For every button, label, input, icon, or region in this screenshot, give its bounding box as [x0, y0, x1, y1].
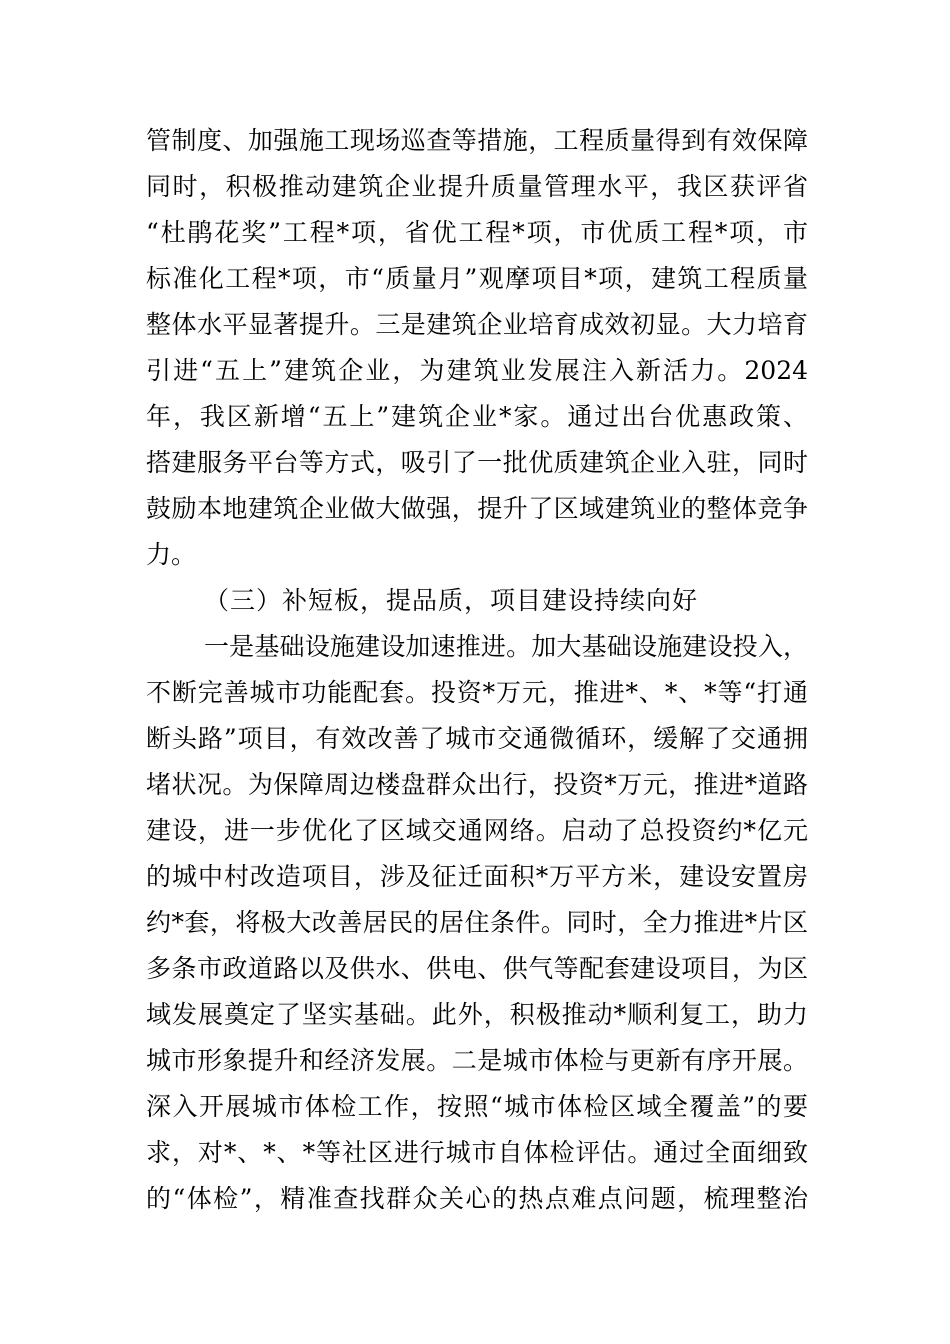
text-line: 鼓励本地建筑企业做大做强，提升了区域建筑业的整体竞争	[146, 494, 808, 523]
text-line: 引进“五上”建筑企业，为建筑业发展注入新活力。2024	[146, 356, 808, 385]
text-line: 同时，积极推动建筑企业提升质量管理水平，我区获评省	[146, 172, 808, 201]
section-heading: （三）补短板，提品质，项目建设持续向好	[204, 586, 699, 615]
text-line: 不断完善城市功能配套。投资*万元，推进*、*、*等“打通	[146, 678, 808, 707]
text-line: 整体水平显著提升。三是建筑企业培育成效初显。大力培育	[146, 310, 808, 339]
text-line: 标准化工程*项，市“质量月”观摩项目*项，建筑工程质量	[146, 264, 808, 293]
text-line: 约*套，将极大改善居民的居住条件。同时，全力推进*片区	[146, 908, 808, 937]
text-line: 年，我区新增“五上”建筑企业*家。通过出台优惠政策、	[146, 402, 808, 431]
text-line: 城市形象提升和经济发展。二是城市体检与更新有序开展。	[146, 1046, 808, 1075]
text-line: 堵状况。为保障周边楼盘群众出行，投资*万元，推进*道路	[146, 770, 808, 799]
text-line: 深入开展城市体检工作，按照“城市体检区域全覆盖”的要	[146, 1092, 808, 1121]
text-line: 一是基础设施建设加速推进。加大基础设施建设投入，	[204, 632, 808, 661]
document-body	[146, 118, 808, 1222]
text-line: 管制度、加强施工现场巡查等措施，工程质量得到有效保障	[146, 126, 808, 155]
text-line: 求，对*、*、*等社区进行城市自体检评估。通过全面细致	[146, 1138, 808, 1167]
text-line: 的“体检”，精准查找群众关心的热点难点问题，梳理整治	[146, 1184, 808, 1213]
text-line: 多条市政道路以及供水、供电、供气等配套建设项目，为区	[146, 954, 808, 983]
text-line: “杜鹃花奖”工程*项，省优工程*项，市优质工程*项，市	[146, 218, 808, 247]
text-line: 力。	[146, 540, 197, 569]
text-line: 搭建服务平台等方式，吸引了一批优质建筑企业入驻，同时	[146, 448, 808, 477]
text-line: 的城中村改造项目，涉及征迁面积*万平方米，建设安置房	[146, 862, 808, 891]
text-line: 断头路”项目，有效改善了城市交通微循环，缓解了交通拥	[146, 724, 808, 753]
text-line: 建设，进一步优化了区域交通网络。启动了总投资约*亿元	[146, 816, 808, 845]
text-line: 域发展奠定了坚实基础。此外，积极推动*顺利复工，助力	[146, 1000, 808, 1029]
